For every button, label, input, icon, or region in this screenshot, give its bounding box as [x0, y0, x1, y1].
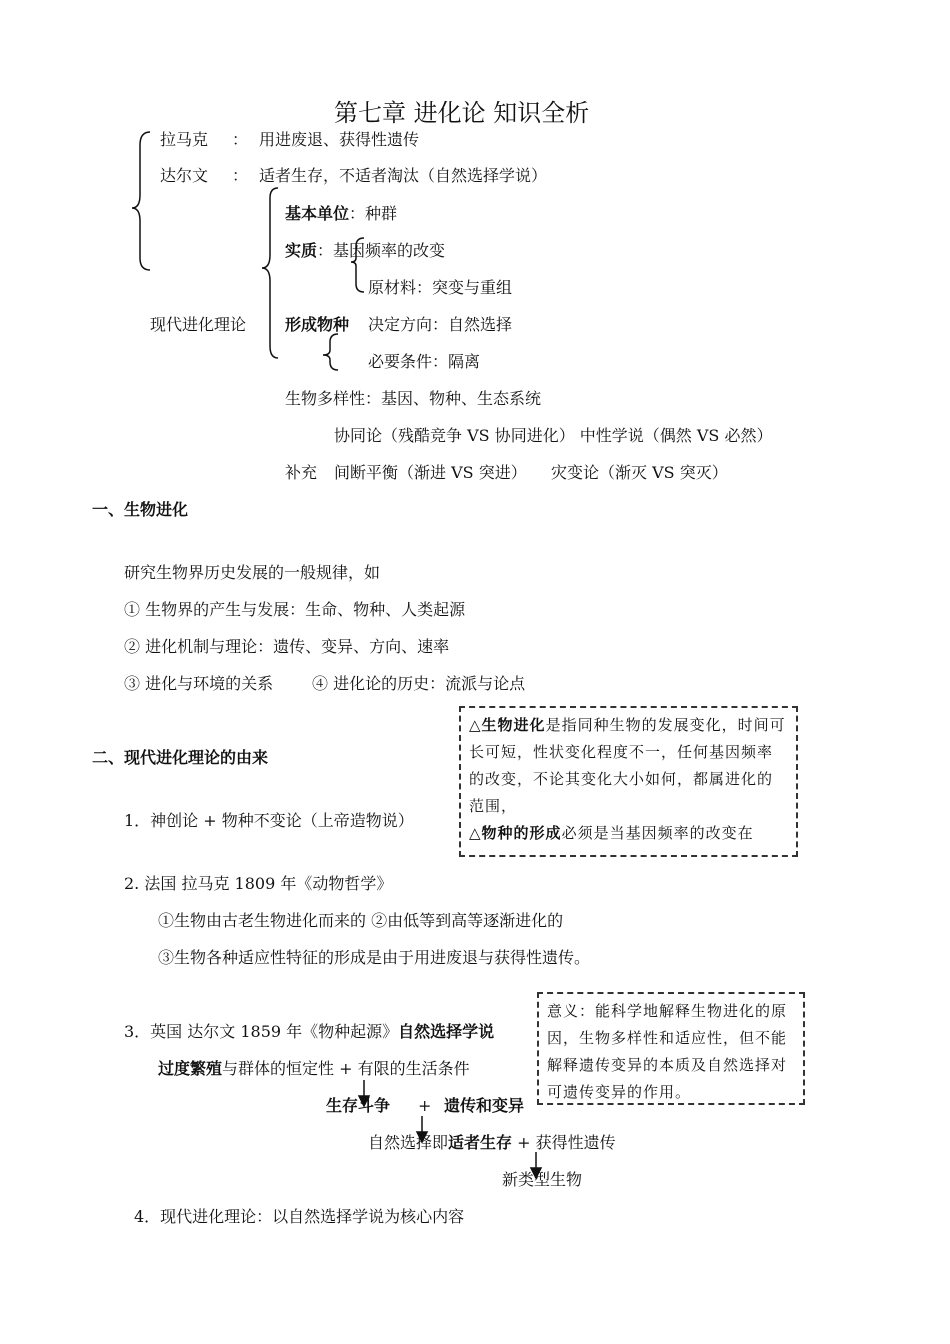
- note1-p2-prefix: △: [469, 824, 482, 842]
- direction: 决定方向：自然选择: [368, 315, 513, 334]
- unit-value: ：种群: [349, 204, 398, 223]
- heredity: 遗传和变异: [444, 1096, 525, 1115]
- essence-label: 实质: [285, 241, 318, 260]
- note1-p1-text: 是指同种生物的发展变化，时间可长可短，性状变化程度不一，任何基因频率的改变，不论其变化大小如何，都属进化的范围，: [469, 716, 786, 815]
- darwin-name: 达尔文: [160, 166, 209, 185]
- unit-line: [285, 204, 397, 224]
- natural-rest: + 获得性遗传: [512, 1133, 616, 1152]
- over-text: 与群体的恒定性 + 有限的生活条件: [222, 1059, 470, 1078]
- note-evolution-box: [459, 706, 798, 857]
- brace-main: [132, 132, 150, 270]
- section2-heading: 二、现代进化理论的由来: [92, 748, 269, 767]
- new-type: 新类型生物: [502, 1170, 583, 1189]
- overproduction-line: [158, 1059, 470, 1079]
- section1-item3: ③ 进化与环境的关系: [124, 674, 274, 693]
- struggle-plus: +: [418, 1096, 432, 1115]
- diversity: 生物多样性：基因、物种、生态系统: [285, 389, 542, 408]
- section1-item2: ② 进化机制与理论：遗传、变异、方向、速率: [124, 637, 450, 656]
- section2-item2b: ③生物各种适应性特征的形成是由于用进废退与获得性遗传。: [158, 948, 591, 967]
- lamarck-colon: ：: [232, 130, 249, 149]
- natural-bold: 适者生存: [448, 1133, 513, 1152]
- section2-item3: [124, 1022, 494, 1042]
- essence-value: ：基因频率的改变: [317, 241, 446, 260]
- section2-item1: 1．神创论 + 物种不变论（上帝造物说）: [124, 811, 414, 830]
- note1-p1-bold: 生物进化: [481, 716, 546, 734]
- unit-label: 基本单位: [285, 204, 350, 223]
- lamarck-name: 拉马克: [160, 130, 209, 149]
- item3-bold: 自然选择学说: [398, 1022, 495, 1041]
- section2-item4: 4．现代进化理论：以自然选择学说为核心内容: [134, 1207, 465, 1226]
- natural-text: 自然选择即: [368, 1133, 449, 1152]
- speciation-label: 形成物种: [285, 315, 350, 334]
- darwin-desc: 适者生存，不适者淘汰（自然选择学说）: [259, 166, 548, 185]
- over-bold: 过度繁殖: [158, 1059, 223, 1078]
- note1-p1-prefix: △: [469, 716, 482, 734]
- section1-intro: 研究生物界历史发展的一般规律，如: [124, 563, 381, 582]
- supplement-line2a: 间断平衡（渐进 VS 突进）: [334, 463, 527, 482]
- lamarck-desc: 用进废退、获得性遗传: [259, 130, 420, 149]
- struggle: 生存斗争: [326, 1096, 391, 1115]
- essence-line: [285, 241, 445, 261]
- section1-item4: ④ 进化论的历史：流派与论点: [312, 674, 526, 693]
- section1-heading: 一、生物进化: [92, 500, 189, 519]
- brace-modern: [262, 188, 278, 358]
- section2-item2a: ①生物由古老生物进化而来的 ②由低等到高等逐渐进化的: [158, 911, 564, 930]
- note2-text: 意义：能科学地解释生物进化的原因，生物多样性和适应性，但不能解释遗传变异的本质及自然选择对可遗传变异的作用。: [547, 1002, 788, 1101]
- section2-item2: 2. 法国 拉马克 1809 年《动物哲学》: [124, 874, 393, 893]
- supplement-label: 补充: [285, 463, 318, 482]
- darwin-colon: ：: [232, 166, 249, 185]
- supplement-line2b: 灾变论（渐灭 VS 突灭）: [551, 463, 728, 482]
- note-significance-box: [537, 992, 805, 1105]
- page-title: 第七章 进化论 知识全析: [334, 99, 590, 127]
- note1-p2-bold: 物种的形成: [481, 824, 562, 842]
- condition: 必要条件：隔离: [368, 352, 481, 371]
- supplement-line1: 协同论（残酷竞争 VS 协同进化） 中性学说（偶然 VS 必然）: [334, 426, 773, 445]
- modern-theory-label: 现代进化理论: [150, 315, 247, 334]
- note1-p2-text: 必须是当基因频率的改变在: [561, 824, 754, 842]
- raw-material: 原材料：突变与重组: [368, 278, 513, 297]
- brace-speciation: [323, 334, 338, 370]
- section1-item1: ① 生物界的产生与发展：生命、物种、人类起源: [124, 600, 466, 619]
- item3-text: 3．英国 达尔文 1859 年《物种起源》: [124, 1022, 399, 1041]
- natural-selection-line: [368, 1133, 616, 1153]
